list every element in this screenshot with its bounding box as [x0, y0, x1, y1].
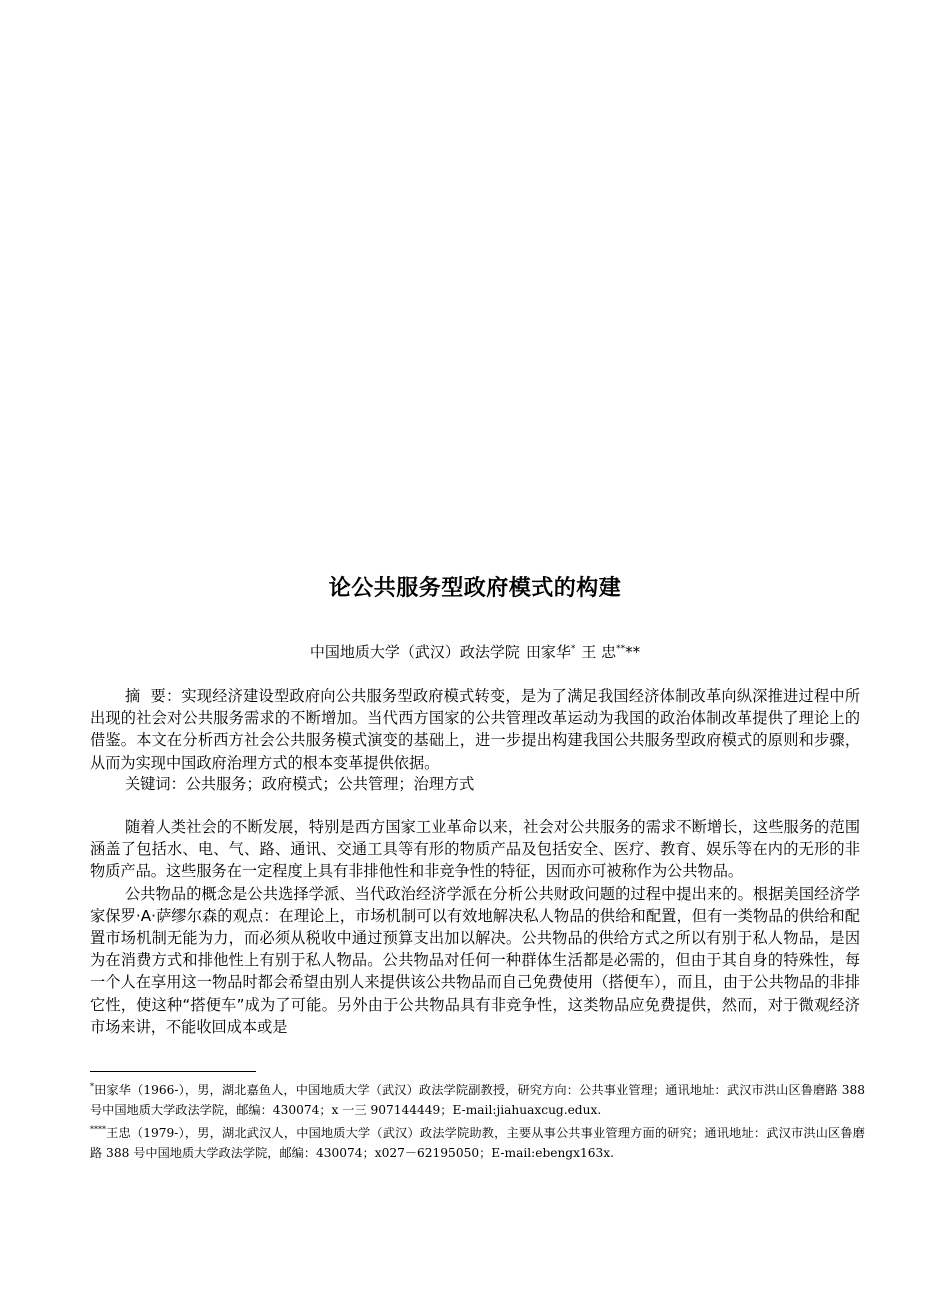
- affiliation: 中国地质大学（武汉）政法学院: [309, 643, 520, 661]
- body-paragraph-2: 公共物品的概念是公共选择学派、当代政治经济学派在分析公共财政问题的过程中提出来的。根据美国经济学家保罗·A·萨缪尔森的观点：在理论上，市场机制可以有效地解决私人物品的供给和配置，但有一类物品的供给和配置市场机制无能为力，而必须从税收中通过预算支出加以解决。公共物品的供给方式之所以有别于私人物品，是因为在消费方式和排他性上有别于私人物品。公共物品对任何一种群体生活都是必需的，但由于其自身的特殊性，每一个人在享用这一物品时都会希望由别人来提供该公共物品而自己免费使用（搭便车），而且，由于公共物品的非排它性，使这种“搭便车”成为了可能。另外由于公共物品具有非竞争性，这类物品应免费提供，然而，对于微观经济市场来讲，不能收回成本或是: [90, 884, 860, 1036]
- body-paragraph-1: 随着人类社会的不断发展，特别是西方国家工业革命以来，社会对公共服务的需求不断增长，这些服务的范围涵盖了包括水、电、气、路、通讯、交通工具等有形的物质产品及包括安全、医疗、教育、娱乐等在内的无形的非物质产品。这些服务在一定程度上具有非排他性和非竞争性的特征，因而亦可被称作为公共物品。: [90, 818, 860, 881]
- author-2-extra-mark: **: [625, 643, 641, 661]
- author-name-1: 田家华: [525, 643, 571, 661]
- author-name-2: 王 忠: [581, 643, 617, 661]
- author-2-footnote-mark: **: [616, 644, 626, 654]
- keywords: [90, 773, 860, 795]
- footnote-separator: [90, 1071, 256, 1072]
- abstract-label: 摘 要：: [124, 687, 182, 705]
- footnote-2-text: 王忠（1979-），男，湖北武汉人，中国地质大学（武汉）政法学院助教，主要从事公共事业管理方面的研究；通讯地址：武汉市洪山区鲁磨路 388 号中国地质大学政法学院，邮编：430074；x027－62195050；E-mail:ebengx163x.: [90, 1126, 865, 1160]
- keywords-label: 关键词：: [124, 775, 186, 793]
- footnote-2-mark: ****: [90, 1125, 106, 1135]
- paper-title: 论公共服务型政府模式的构建: [328, 576, 622, 601]
- main-text: [90, 816, 860, 1038]
- author-1-footnote-mark: *: [570, 644, 576, 654]
- footnote-1-text: 田家华（1966-），男，湖北嘉鱼人，中国地质大学（武汉）政法学院副教授，研究方向：公共事业管理；通讯地址：武汉市洪山区鲁磨路 388 号中国地质大学政法学院，邮编：430074；x 一三 907144449；E-mail:jiahuaxcug.edux.: [90, 1083, 865, 1117]
- footnote-2: [90, 1120, 865, 1163]
- abstract: [90, 685, 860, 774]
- author-line: [0, 638, 950, 663]
- footnote-1: [90, 1077, 865, 1120]
- footnotes: [90, 1077, 865, 1163]
- keywords-text: 公共服务；政府模式；公共管理；治理方式: [185, 775, 475, 793]
- abstract-text: 实现经济建设型政府向公共服务型政府模式转变，是为了满足我国经济体制改革向纵深推进过程中所出现的社会对公共服务需求的不断增加。当代西方国家的公共管理改革运动为我国的政治体制改革提供了理论上的借鉴。本文在分析西方社会公共服务模式演变的基础上，进一步提出构建我国公共服务型政府模式的原则和步骤，从而为实现中国政府治理方式的根本变革提供依据。: [90, 687, 861, 772]
- footnote-1-mark: *: [90, 1082, 94, 1091]
